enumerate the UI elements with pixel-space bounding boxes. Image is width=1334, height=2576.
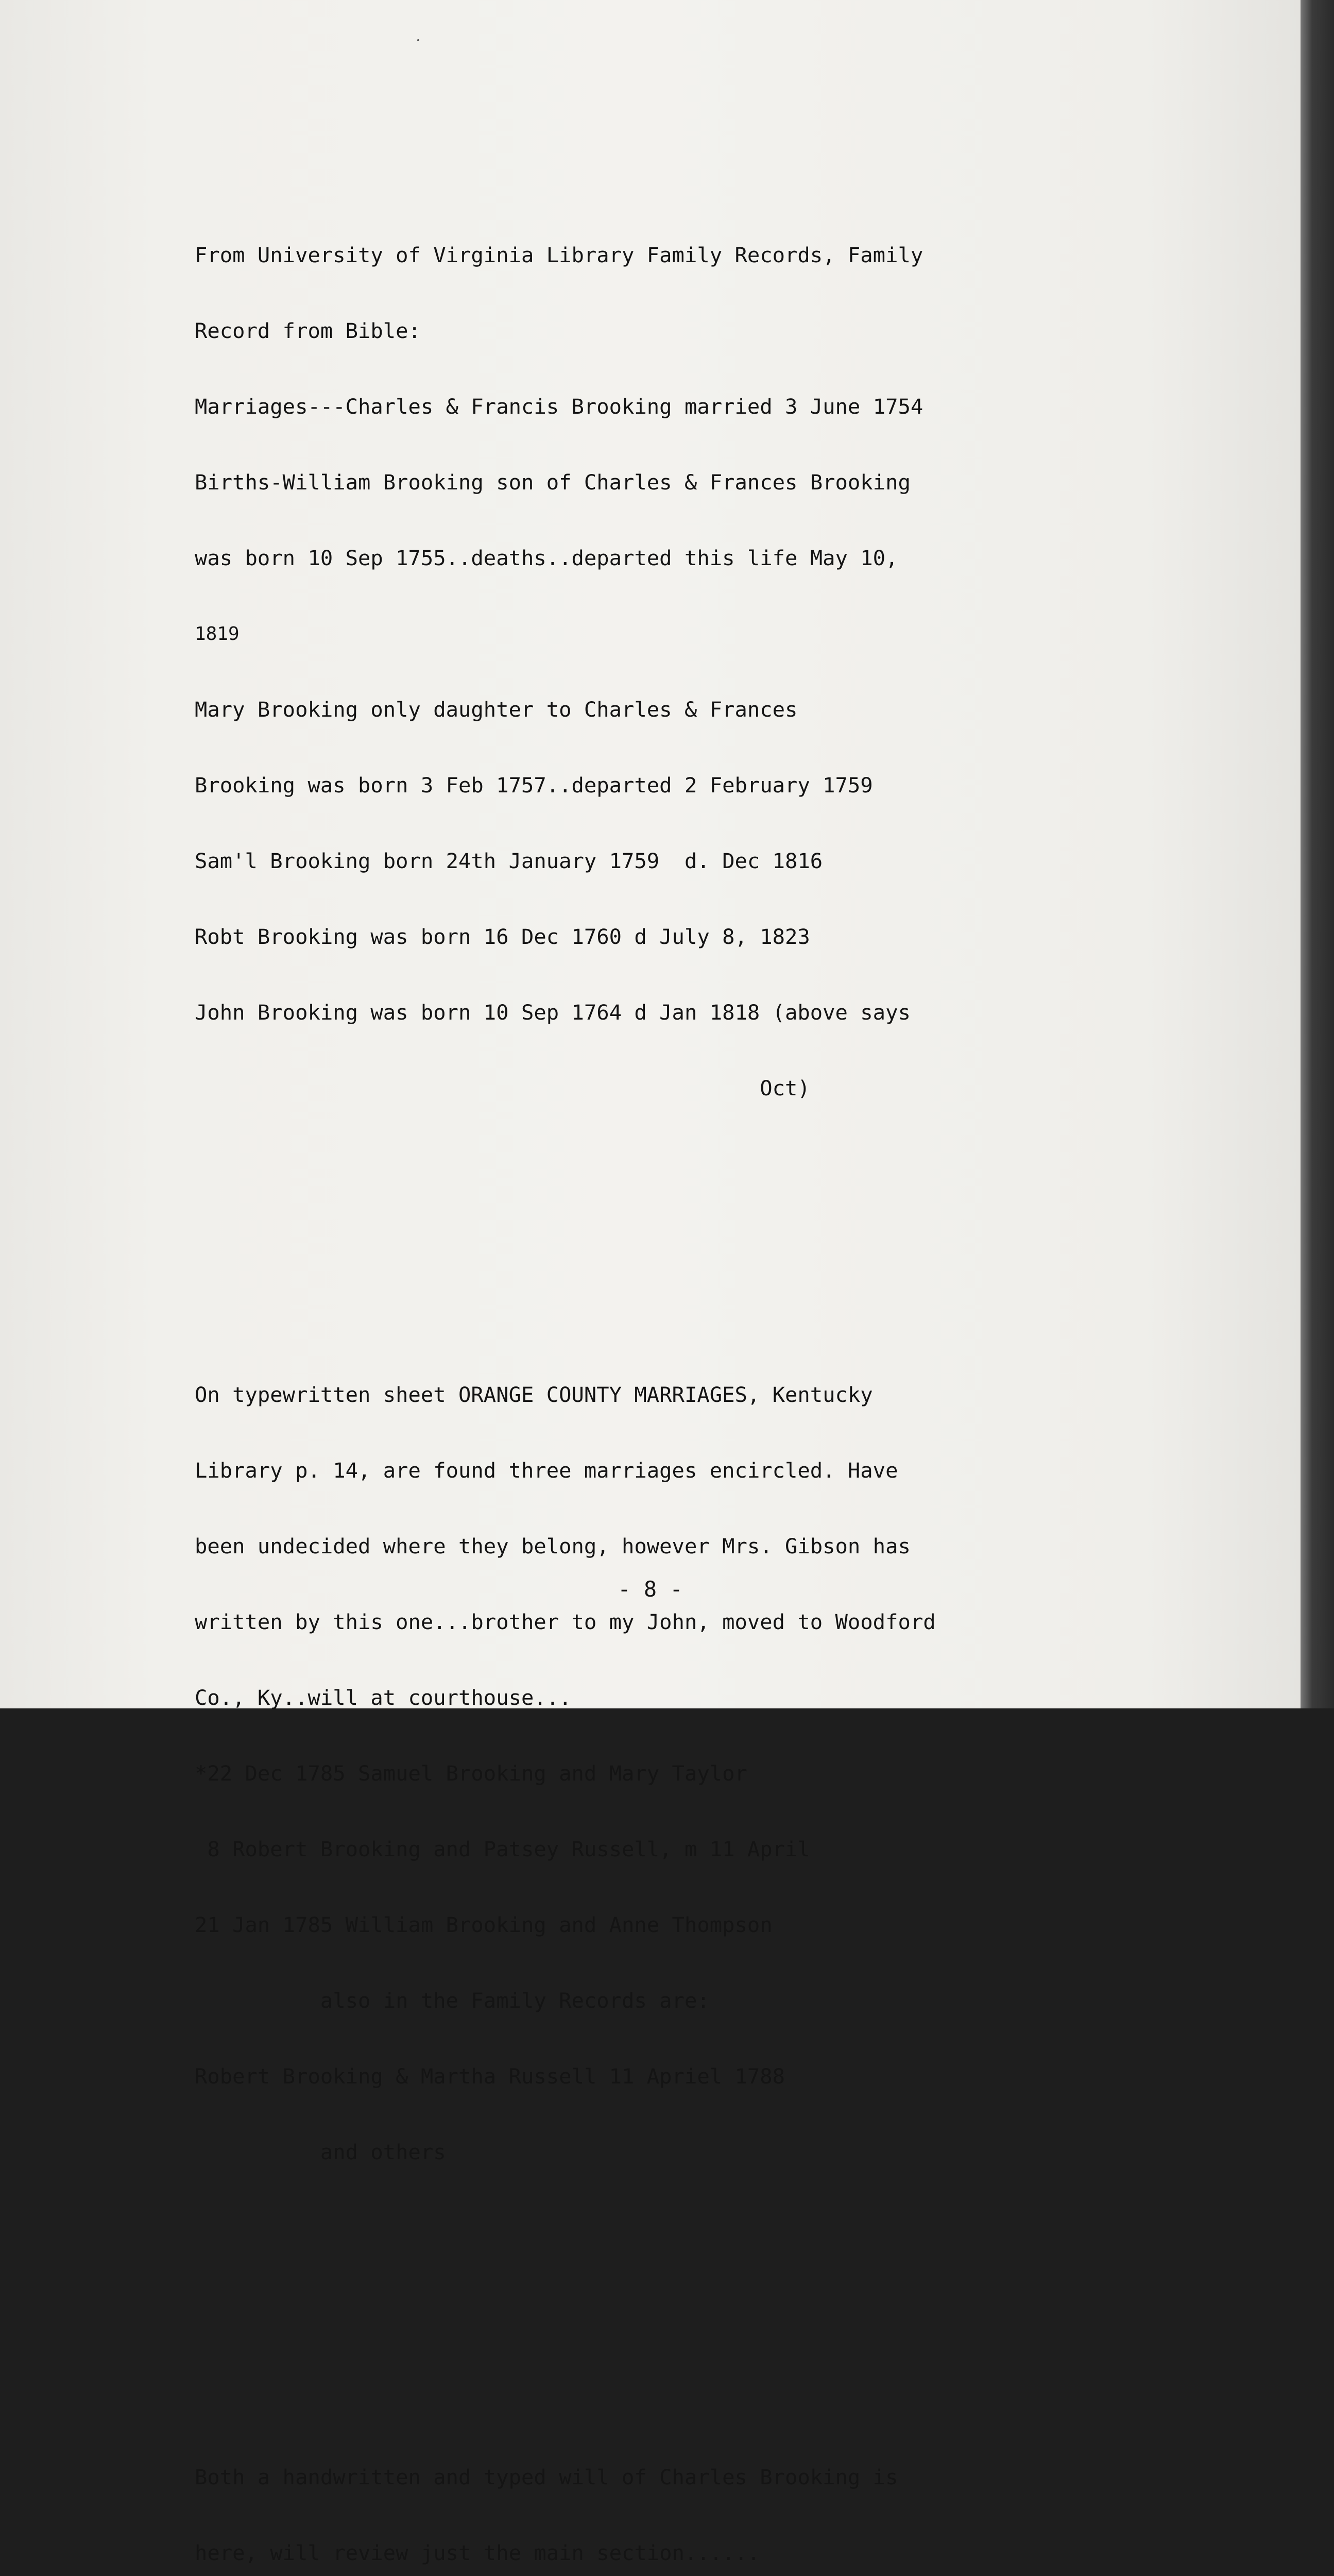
- text-line: From University of Virginia Library Family Records, Family: [195, 243, 923, 267]
- text-line: Library p. 14, are found three marriages encircled. Have: [195, 1458, 898, 1483]
- orange-county-section: [195, 1332, 1204, 2215]
- text-line: and others: [195, 2140, 446, 2164]
- text-line: Sam'l Brooking born 24th January 1759 d. Dec 1816: [195, 849, 823, 873]
- text-line: Brooking was born 3 Feb 1757..departed 2 February 1759: [195, 773, 873, 798]
- text-line: Record from Bible:: [195, 318, 421, 343]
- will-intro-section: [195, 2414, 1204, 2576]
- text-line: Robert Brooking & Martha Russell 11 Apriel 1788: [195, 2064, 785, 2089]
- page-number: - 8 -: [618, 1577, 683, 1602]
- text-line: 21 Jan 1785 William Brooking and Anne Thompson: [195, 1912, 773, 1937]
- text-line: written by this one...brother to my John, moved to Woodford: [195, 1609, 936, 1634]
- text-line: Oct): [195, 1076, 810, 1100]
- scan-edge: [1301, 0, 1334, 1708]
- text-line: here, will review just the main section......: [195, 2540, 760, 2565]
- typed-text-block: [195, 142, 1204, 2576]
- section-spacer: [195, 1227, 1204, 1256]
- text-line: *22 Dec 1785 Samuel Brooking and Mary Taylor: [195, 1761, 747, 1786]
- text-line: Marriages---Charles & Francis Brooking married 3 June 1754: [195, 394, 923, 419]
- paper-speck: [417, 39, 419, 41]
- text-line: 1819: [195, 623, 240, 645]
- bible-record-section: [195, 192, 1204, 1151]
- text-line: On typewritten sheet ORANGE COUNTY MARRIAGES, Kentucky: [195, 1382, 873, 1407]
- text-line: 8 Robert Brooking and Patsey Russell, m 11 April: [195, 1837, 810, 1861]
- text-line: Co., Ky..will at courthouse...: [195, 1685, 572, 1710]
- text-line: Births-William Brooking son of Charles & Frances Brooking: [195, 470, 911, 495]
- text-line: also in the Family Records are:: [195, 1988, 710, 2013]
- text-line: Robt Brooking was born 16 Dec 1760 d July 8, 1823: [195, 924, 810, 949]
- text-line: Mary Brooking only daughter to Charles & Frances: [195, 697, 798, 722]
- section-spacer: [195, 2291, 1204, 2338]
- text-line: been undecided where they belong, however Mrs. Gibson has: [195, 1534, 911, 1558]
- text-line: Both a handwritten and typed will of Charles Brooking is: [195, 2465, 898, 2489]
- text-line: John Brooking was born 10 Sep 1764 d Jan 1818 (above says: [195, 1000, 911, 1025]
- text-line: was born 10 Sep 1755..deaths..departed this life May 10,: [195, 546, 898, 570]
